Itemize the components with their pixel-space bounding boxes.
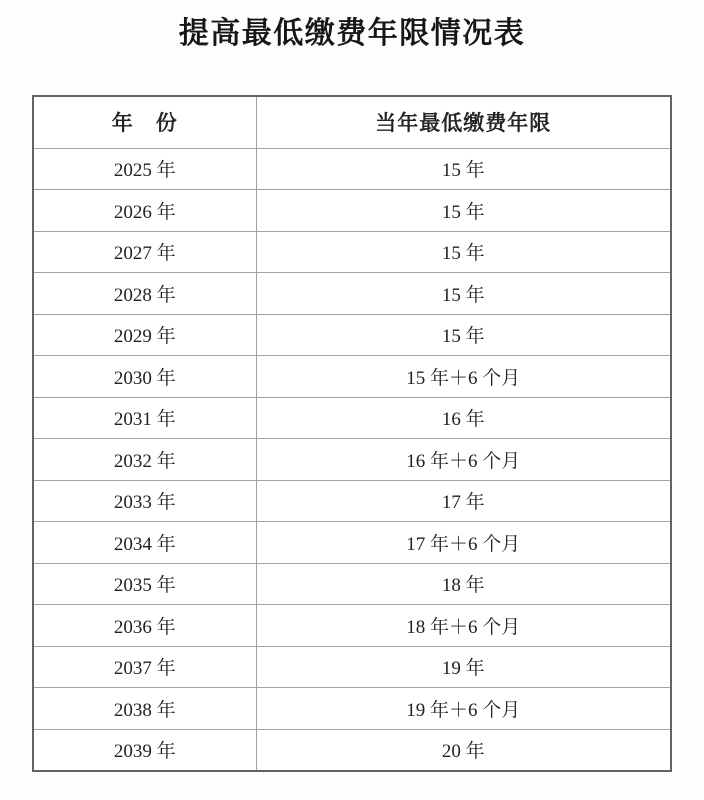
min-years-cell: 20 年 — [256, 729, 671, 771]
min-contribution-years-table — [32, 95, 672, 772]
year-cell: 2038 年 — [33, 688, 256, 730]
min-years-cell: 15 年 — [256, 231, 671, 273]
table-row — [33, 688, 671, 730]
table-row — [33, 397, 671, 439]
table-row — [33, 314, 671, 356]
table-row — [33, 231, 671, 273]
min-years-cell: 19 年 — [256, 646, 671, 688]
table-row — [33, 190, 671, 232]
header-min-contribution-years: 当年最低缴费年限 — [256, 96, 671, 148]
min-years-cell: 18 年＋6 个月 — [256, 605, 671, 647]
min-years-cell: 15 年 — [256, 148, 671, 190]
min-years-cell: 19 年＋6 个月 — [256, 688, 671, 730]
year-cell: 2032 年 — [33, 439, 256, 481]
table-row — [33, 522, 671, 564]
min-years-cell: 16 年 — [256, 397, 671, 439]
table-row — [33, 646, 671, 688]
year-cell: 2026 年 — [33, 190, 256, 232]
year-cell: 2027 年 — [33, 231, 256, 273]
year-cell: 2037 年 — [33, 646, 256, 688]
table-row — [33, 729, 671, 771]
min-years-cell: 15 年 — [256, 273, 671, 315]
header-year: 年 份 — [33, 96, 256, 148]
year-cell: 2031 年 — [33, 397, 256, 439]
min-years-cell: 15 年 — [256, 314, 671, 356]
table-header-row — [33, 96, 671, 148]
min-years-cell: 16 年＋6 个月 — [256, 439, 671, 481]
table-row — [33, 356, 671, 398]
year-cell: 2036 年 — [33, 605, 256, 647]
year-cell: 2034 年 — [33, 522, 256, 564]
year-cell: 2030 年 — [33, 356, 256, 398]
table-row — [33, 273, 671, 315]
min-years-cell: 15 年 — [256, 190, 671, 232]
min-years-cell: 18 年 — [256, 563, 671, 605]
year-cell: 2033 年 — [33, 480, 256, 522]
year-cell: 2035 年 — [33, 563, 256, 605]
year-cell: 2039 年 — [33, 729, 256, 771]
year-cell: 2028 年 — [33, 273, 256, 315]
min-years-cell: 15 年＋6 个月 — [256, 356, 671, 398]
table-row — [33, 563, 671, 605]
year-cell: 2025 年 — [33, 148, 256, 190]
year-cell: 2029 年 — [33, 314, 256, 356]
table-row — [33, 439, 671, 481]
page-title: 提高最低缴费年限情况表 — [178, 17, 526, 50]
table-row — [33, 148, 671, 190]
table-row — [33, 480, 671, 522]
table-row — [33, 605, 671, 647]
min-years-cell: 17 年＋6 个月 — [256, 522, 671, 564]
min-years-cell: 17 年 — [256, 480, 671, 522]
